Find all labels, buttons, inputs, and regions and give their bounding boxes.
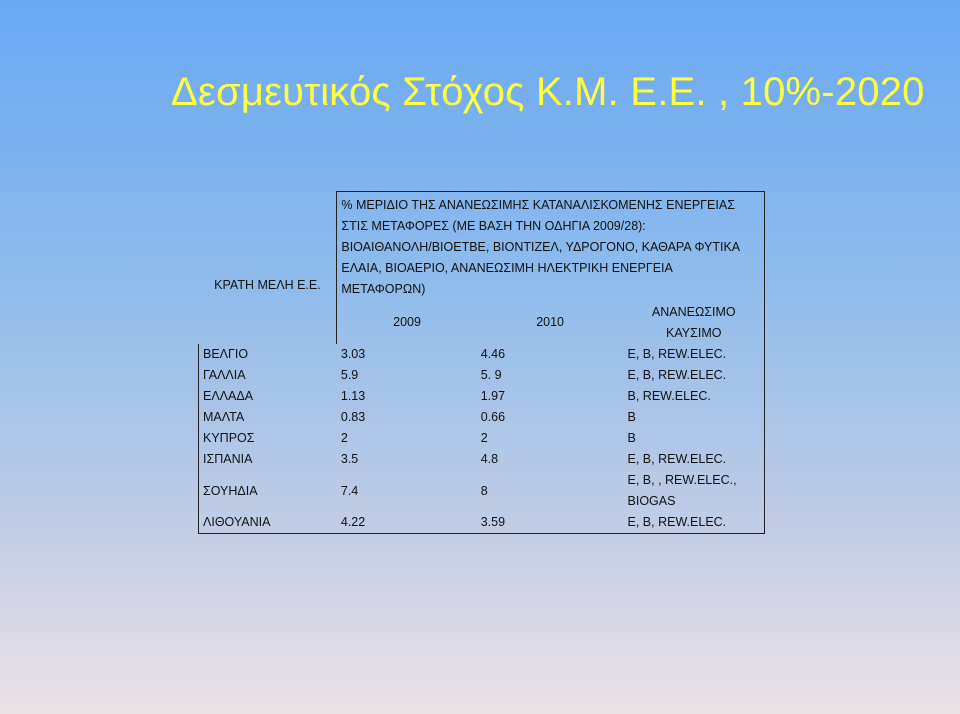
country-cell: ΛΙΘΟΥΑΝΙΑ — [199, 512, 337, 534]
fuel-header-line2: ΚΑΥΣΙΜΟ — [666, 326, 722, 340]
header-line: ΣΤΙΣ ΜΕΤΑΦΟΡΕΣ (ΜΕ ΒΑΣΗ ΤΗΝ ΟΔΗΓΙΑ 2009/28): — [341, 219, 646, 233]
table-header-description — [337, 192, 765, 301]
member-states-table — [198, 191, 765, 534]
fuel-cell — [624, 344, 765, 365]
value-2010-cell: 4.8 — [480, 452, 499, 466]
corner-label: ΚΡΑΤΗ ΜΕΛΗ Ε.Ε. — [214, 278, 321, 293]
value-2009-cell: 5.9 — [340, 368, 359, 382]
value-2009-cell: 4.22 — [337, 512, 477, 534]
table-header-row — [199, 192, 765, 301]
value-2009-cell: 3.03 — [340, 347, 366, 361]
table-row — [199, 512, 765, 534]
table-row — [199, 449, 765, 470]
country-cell: ΚΥΠΡΟΣ — [199, 428, 337, 449]
fuel-text: Ε, Β, REW.ELEC. — [627, 347, 727, 361]
fuel-text: Ε, Β, REW.ELEC. — [627, 452, 727, 466]
table-row — [199, 470, 765, 512]
country-cell: ΣΟΥΗΔΙΑ — [199, 470, 337, 512]
value-2009-cell: 7.4 — [340, 483, 359, 498]
header-line: ΕΛΑΙΑ, ΒΙΟΑΕΡΙΟ, ΑΝΑΝΕΩΣΙΜΗ ΗΛΕΚΤΡΙΚΗ ΕΝΕΡΓΕΙΑ — [341, 261, 673, 275]
value-2010-cell: 2 — [480, 431, 488, 445]
header-line: ΜΕΤΑΦΟΡΩΝ) — [341, 282, 426, 296]
value-2010-cell: 5. 9 — [480, 368, 502, 382]
fuel-text: Ε, Β, REW.ELEC. — [627, 515, 727, 529]
country-cell: ΕΛΛΑΔΑ — [199, 386, 337, 407]
fuel-cell — [624, 386, 765, 407]
value-2010-cell: 1.97 — [480, 389, 506, 403]
value-2010-cell: 8 — [480, 483, 488, 498]
table-row — [199, 365, 765, 386]
year-2010-header: 2010 — [536, 314, 565, 329]
fuel-cell — [624, 512, 765, 534]
fuel-cell — [624, 365, 765, 386]
slide-title: Δεσμευτικός Στόχος Κ.Μ. Ε.Ε. , 10%-2020 — [171, 70, 925, 114]
fuel-header — [624, 300, 765, 344]
country-cell: ΒΕΛΓΙΟ — [199, 344, 337, 365]
header-line: % ΜΕΡΙΔΙΟ ΤΗΣ ΑΝΑΝΕΩΣΙΜΗΣ ΚΑΤΑΝΑΛΙΣΚΟΜΕΝΗΣ ΕΝΕΡΓΕΙΑΣ — [341, 198, 735, 212]
fuel-text: Β, REW.ELEC. — [627, 389, 711, 403]
fuel-text: Β — [627, 431, 636, 445]
table-row — [199, 344, 765, 365]
table-row — [199, 386, 765, 407]
country-cell: ΙΣΠΑΝΙΑ — [199, 449, 337, 470]
fuel-text: Ε, Β, REW.ELEC. — [627, 368, 727, 382]
country-cell: ΓΑΛΛΙΑ — [199, 365, 337, 386]
table-row — [199, 407, 765, 428]
value-2010-cell: 0.66 — [480, 410, 506, 424]
value-2009-cell: 3.5 — [340, 452, 359, 466]
header-line: ΒΙΟΑΙΘΑΝΟΛΗ/ΒΙΟΕΤΒΕ, ΒΙΟΝΤΙΖΕΛ, ΥΔΡΟΓΟΝΟ, ΚΑΘΑΡΑ ΦΥΤΙΚΑ — [341, 240, 741, 254]
value-2009-cell: 0.83 — [340, 410, 366, 424]
value-2010-cell: 4.46 — [480, 347, 506, 361]
fuel-text: Β — [627, 410, 636, 424]
fuel-cell — [624, 428, 765, 449]
fuel-cell — [624, 407, 765, 428]
value-2010-cell: 3.59 — [477, 512, 624, 534]
year-2009-header: 2009 — [337, 300, 477, 344]
fuel-text: Ε, Β, , REW.ELEC., — [627, 473, 737, 487]
value-2009-cell: 1.13 — [340, 389, 366, 403]
fuel-cell — [624, 449, 765, 470]
fuel-cell — [624, 470, 765, 512]
country-cell: ΜΑΛΤΑ — [199, 407, 337, 428]
value-2009-cell: 2 — [340, 431, 348, 445]
fuel-header-line1: ΑΝΑΝΕΩΣΙΜΟ — [651, 305, 736, 319]
fuel-text-continued: BIOGAS — [627, 494, 676, 508]
table-row — [199, 428, 765, 449]
